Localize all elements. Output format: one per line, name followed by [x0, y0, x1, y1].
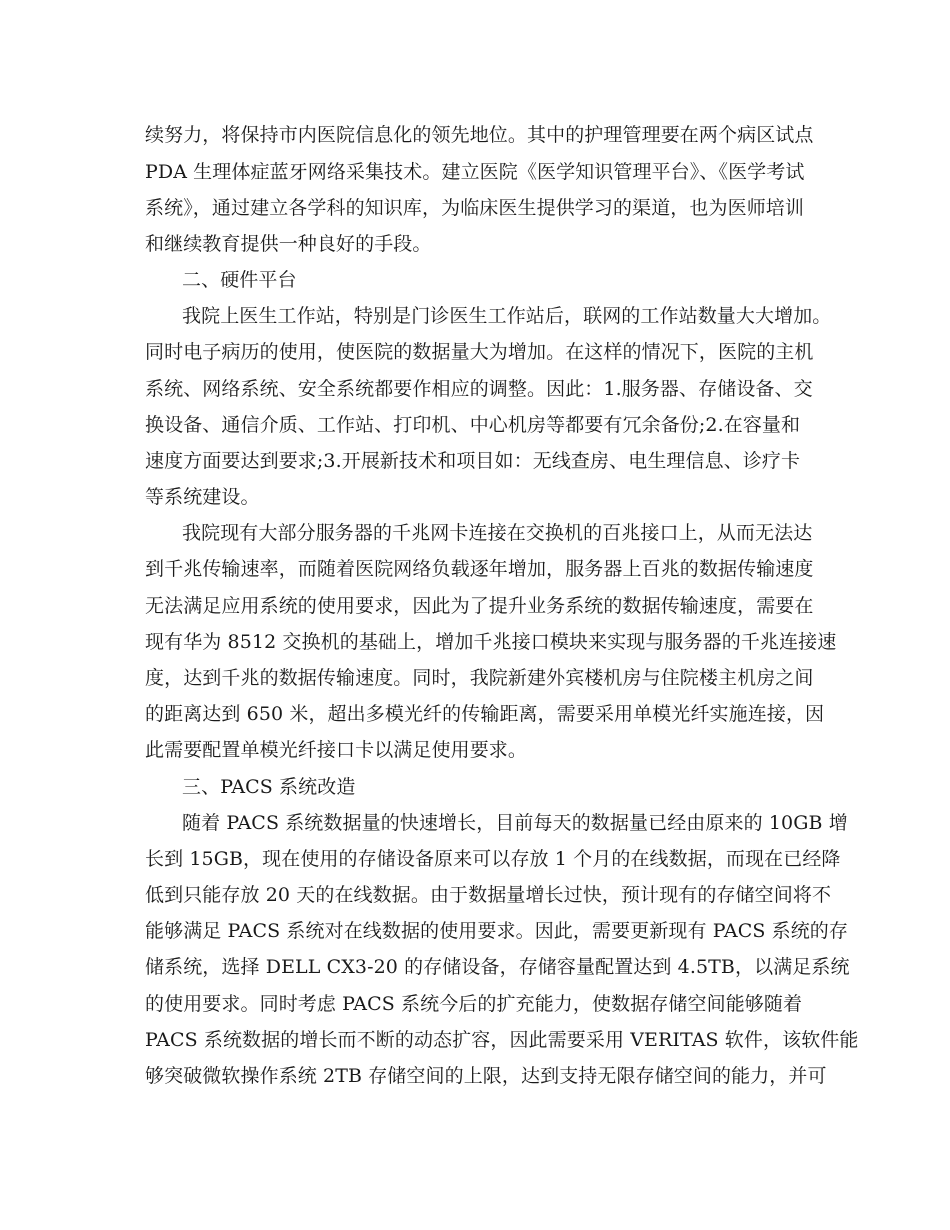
- body-text-line: 能够满足 PACS 系统对在线数据的使用要求。因此，需要更新现有 PACS 系统的存: [145, 920, 848, 942]
- body-text-line: 续努力，将保持市内医院信息化的领先地位。其中的护理管理要在两个病区试点: [145, 124, 814, 146]
- body-text-line: PDA 生理体症蓝牙网络采集技术。建立医院《医学知识管理平台》、《医学考试: [145, 161, 805, 183]
- body-text-line: 的距离达到 650 米，超出多模光纤的传输距离，需要采用单模光纤实施连接，因: [145, 703, 825, 725]
- body-text-line: 和继续教育提供一种良好的手段。: [145, 233, 432, 255]
- body-text-line: 此需要配置单模光纤接口卡以满足使用要求。: [145, 739, 528, 761]
- body-text-line: 同时电子病历的使用，使医院的数据量大为增加。在这样的情况下，医院的主机: [145, 341, 814, 363]
- section-heading-pacs: 三、PACS 系统改造: [182, 776, 356, 798]
- body-text-line: 低到只能存放 20 天的在线数据。由于数据量增长过快，预计现有的存储空间将不: [145, 884, 832, 906]
- body-text-line: 到千兆传输速率，而随着医院网络负载逐年增加，服务器上百兆的数据传输速度: [145, 558, 814, 580]
- body-text-line: 储系统，选择 DELL CX3-20 的存储设备，存储容量配置达到 4.5TB，以满足系统: [145, 956, 850, 978]
- body-text-line: 现有华为 8512 交换机的基础上，增加千兆接口模块来实现与服务器的千兆连接速: [145, 631, 837, 653]
- body-text-line: 无法满足应用系统的使用要求，因此为了提升业务系统的数据传输速度，需要在: [145, 595, 814, 617]
- body-text-line: 度，达到千兆的数据传输速度。同时，我院新建外宾楼机房与住院楼主机房之间: [145, 667, 814, 689]
- section-heading-hardware: 二、硬件平台: [182, 269, 297, 291]
- body-text-line: 换设备、通信介质、工作站、打印机、中心机房等都要有冗余备份;2.在容量和: [145, 414, 801, 436]
- body-text-line: 我院上医生工作站，特别是门诊医生工作站后，联网的工作站数量大大增加。: [182, 305, 832, 327]
- body-text-line: 系统、网络系统、安全系统都要作相应的调整。因此：1.服务器、存储设备、交: [145, 378, 813, 400]
- body-text-line: 等系统建设。: [145, 486, 260, 508]
- body-text-line: 长到 15GB，现在使用的存储设备原来可以存放 1 个月的在线数据，而现在已经降: [145, 848, 841, 870]
- body-text-line: PACS 系统数据的增长而不断的动态扩容，因此需要采用 VERITAS 软件，该软件能: [145, 1029, 859, 1051]
- body-text-line: 随着 PACS 系统数据量的快速增长，目前每天的数据量已经由原来的 10GB 增: [182, 812, 848, 834]
- body-text-line: 系统》，通过建立各学科的知识库，为临床医生提供学习的渠道，也为医师培训: [145, 197, 805, 219]
- body-text-line: 我院现有大部分服务器的千兆网卡连接在交换机的百兆接口上，从而无法达: [182, 522, 813, 544]
- body-text-line: 速度方面要达到要求;3.开展新技术和项目如：无线查房、电生理信息、诊疗卡: [145, 450, 801, 472]
- body-text-line: 够突破微软操作系统 2TB 存储空间的上限，达到支持无限存储空间的能力，并可: [145, 1065, 827, 1087]
- body-text-line: 的使用要求。同时考虑 PACS 系统今后的扩充能力，使数据存储空间能够随着: [145, 993, 803, 1015]
